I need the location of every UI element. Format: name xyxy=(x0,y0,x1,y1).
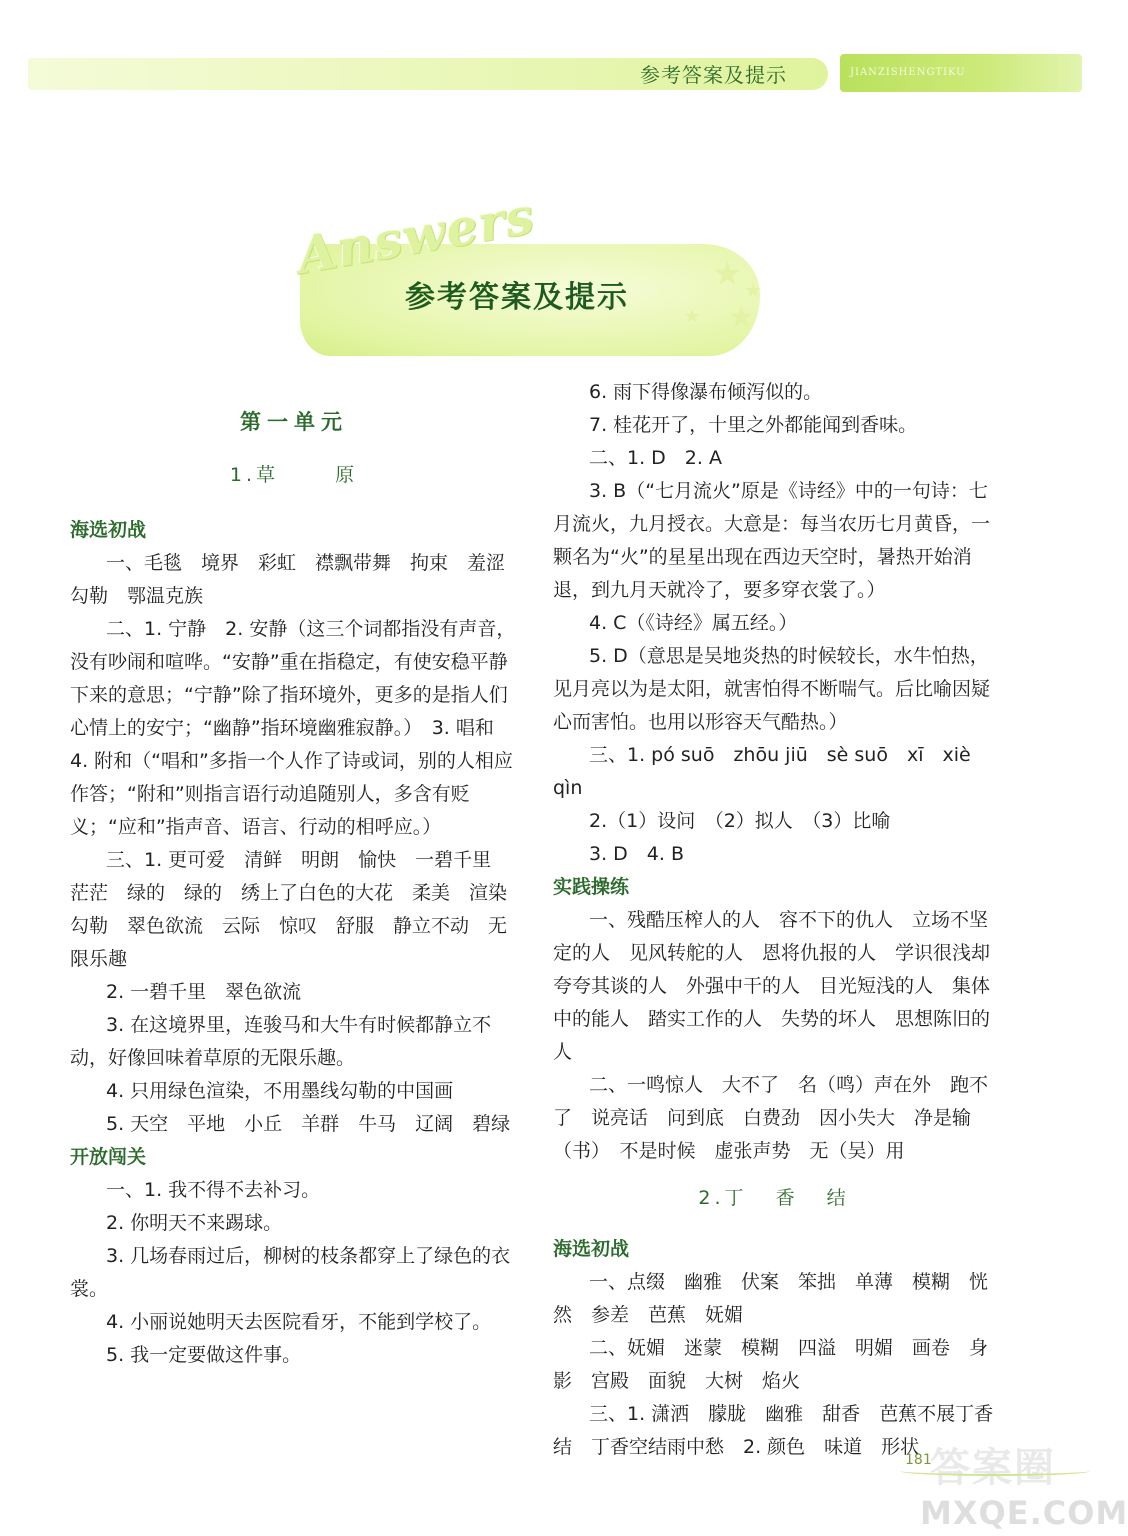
star-icon: ★ xyxy=(684,306,701,327)
answer-paragraph: 4. 小丽说她明天去医院看牙，不能到学校了。 xyxy=(106,1311,492,1333)
answer-paragraph: 3. B（“七月流火”原是《诗经》中的一句诗：七月流火，九月授衣。大意是：每当农历七月黄昏，一颗名为“火”的星星出现在西边天空时，暑热开始消退，到九月天就冷了，要多穿衣裳了。） xyxy=(553,480,991,601)
section-heading: 开放闯关 xyxy=(70,1146,147,1168)
answer-paragraph: 一、毛毯 境界 彩虹 襟飘带舞 拘束 羞涩 勾勒 鄂温克族 xyxy=(70,552,525,607)
lesson-char: 香 xyxy=(775,1187,799,1209)
answer-paragraph: 3. D 4. B xyxy=(589,843,685,865)
lesson-title xyxy=(70,459,518,492)
answer-paragraph: 三、1. 潇洒 朦胧 幽雅 甜香 芭蕉不展丁香结 丁香空结雨中愁 2. 颜色 味道 形状 xyxy=(553,1403,994,1458)
lesson-char: 原 xyxy=(335,464,359,486)
answer-paragraph: 4. C（《诗经》属五经。） xyxy=(589,612,798,634)
answer-paragraph: 二、1. D 2. A xyxy=(589,447,722,469)
answer-paragraph: 3. 在这境界里，连骏马和大牛有时候都静立不动，好像回味着草原的无限乐趣。 xyxy=(70,1014,492,1069)
lesson-title xyxy=(553,1182,995,1215)
watermark-url: MXQE.COM xyxy=(920,1494,1128,1532)
answer-paragraph: 2. 你明天不来踢球。 xyxy=(106,1212,283,1234)
answer-paragraph: 3. 几场春雨过后，柳树的枝条都穿上了绿色的衣裳。 xyxy=(70,1245,511,1300)
star-icon: ★ xyxy=(744,278,762,302)
answer-paragraph: 5. 天空 平地 小丘 羊群 牛马 辽阔 碧绿 xyxy=(106,1113,511,1135)
left-column xyxy=(70,400,527,1372)
banner-answers-text: Answers xyxy=(292,185,539,286)
page-number: 181 xyxy=(905,1452,932,1468)
answer-paragraph: 2.（1）设问 （2）拟人 （3）比喻 xyxy=(589,810,891,832)
answer-paragraph: 二、妩媚 迷蒙 模糊 四溢 明媚 画卷 身影 宫殿 面貌 大树 焰火 xyxy=(553,1337,989,1392)
answer-paragraph: 二、1. 宁静 2. 安静（这三个词都指没有声音，没有吵闹和喧哗。“安静”重在指稳定，有使安稳平静下来的意思；“宁静”除了指环境外，更多的是指人们心情上的安宁；“幽静”指环境幽雅寂静。） 3. 唱和 4. 附和（“唱和”多指一个人作了诗或词，别的人相应作答；“附和”则指言语行动追随别人，多含有贬义；“应和”指声音、语言、行动的相呼应。） xyxy=(70,618,516,838)
answer-paragraph: 三、1. 更可爱 清鲜 明朗 愉快 一碧千里 茫茫 绿的 绿的 绣上了白色的大花 柔美 渲染 勾勒 翠色欲流 云际 惊叹 舒服 静立不动 无限乐趣 xyxy=(70,849,527,970)
header-tag xyxy=(840,54,1082,92)
section-heading: 海选初战 xyxy=(553,1238,630,1260)
answer-paragraph: 一、残酷压榨人的人 容不下的仇人 立场不坚定的人 见风转舵的人 恩将仇报的人 学识很浅却夸夸其谈的人 外强中干的人 目光短浅的人 集体中的能人 踏实工作的人 失势的坏人 思想陈旧的人 xyxy=(553,909,991,1063)
lesson-number: 1. xyxy=(229,464,257,486)
answer-paragraph: 2. 一碧千里 翠色欲流 xyxy=(106,981,302,1003)
section-heading: 实践操练 xyxy=(553,876,630,898)
star-icon: ★ xyxy=(712,254,743,294)
lesson-char: 结 xyxy=(826,1187,850,1209)
answer-paragraph: 二、一鸣惊人 大不了 名（鸣）声在外 跑不了 说亮话 问到底 白费劲 因小失大 净是输（书） 不是时候 虚张声势 无（吴）用 xyxy=(553,1074,989,1162)
lesson-char: 丁 xyxy=(724,1187,748,1209)
answer-paragraph: 4. 只用绿色渲染，不用墨线勾勒的中国画 xyxy=(106,1080,454,1102)
right-column xyxy=(553,376,995,1464)
answer-paragraph: 一、点缀 幽雅 伏案 笨拙 单薄 模糊 恍然 参差 芭蕉 妩媚 xyxy=(553,1271,989,1326)
section-heading: 海选初战 xyxy=(70,519,147,541)
answer-paragraph: 一、1. 我不得不去补习。 xyxy=(106,1179,321,1201)
answer-paragraph: 5. D（意思是吴地炎热的时候较长，水牛怕热，见月亮以为是太阳，就害怕得不断喘气。后比喻因疑心而害怕。也用以形容天气酷热。） xyxy=(553,645,991,733)
lesson-number: 2. xyxy=(698,1187,725,1209)
banner-title: 参考答案及提示 xyxy=(405,280,629,315)
watermark-logo: 答案圈 xyxy=(930,1445,1056,1491)
star-icon: ★ xyxy=(728,300,755,335)
unit-title: 第一单元 xyxy=(240,410,348,434)
header-title: 参考答案及提示 xyxy=(640,63,787,87)
answer-paragraph: 7. 桂花开了，十里之外都能闻到香味。 xyxy=(589,414,918,436)
answer-paragraph: 5. 我一定要做这件事。 xyxy=(106,1344,302,1366)
answer-paragraph: 三、1. pó suō zhōu jiū sè suō xī xiè qìn xyxy=(553,744,990,799)
header-tag-text: JIANZISHENGTIKU xyxy=(850,67,966,78)
answer-paragraph: 6. 雨下得像瀑布倾泻似的。 xyxy=(589,381,823,403)
lesson-char: 草 xyxy=(256,464,280,486)
